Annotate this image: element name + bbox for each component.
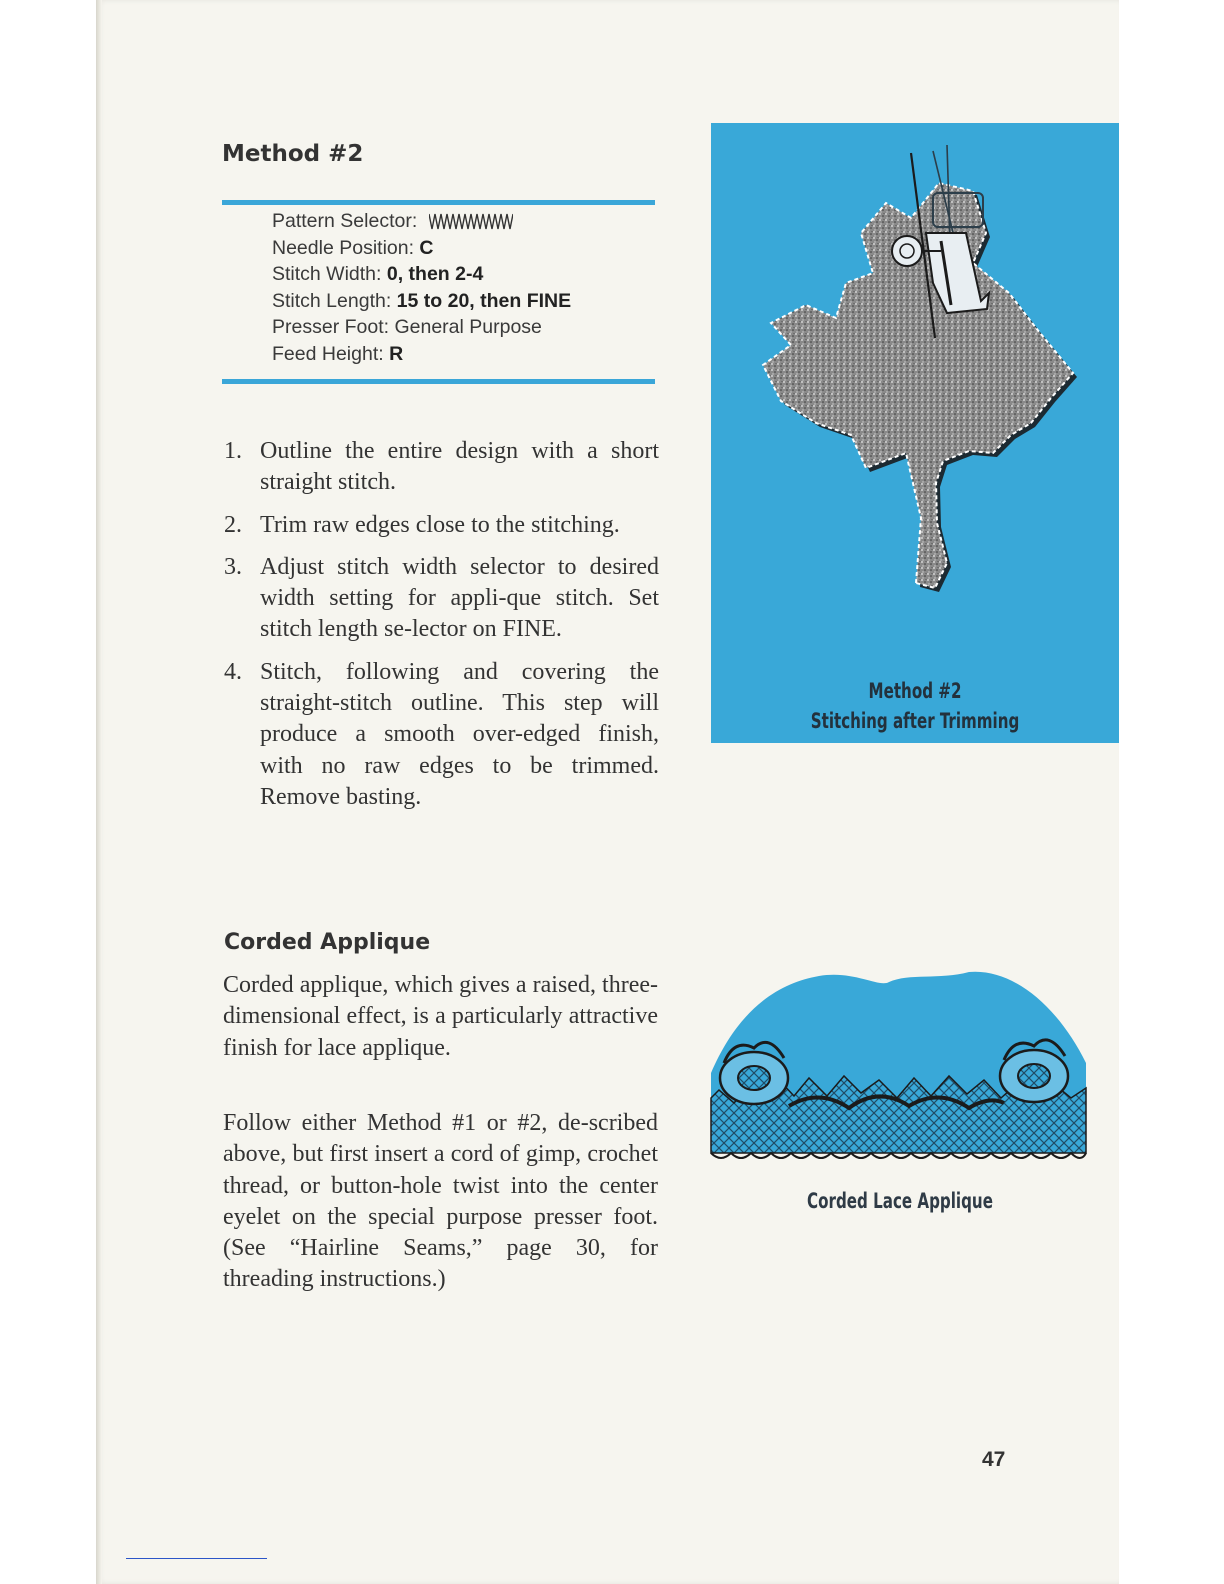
step-item: 2. Trim raw edges close to the stitching.	[224, 511, 620, 538]
corded-lace-illustration	[709, 968, 1091, 1168]
step-item: 4. Stitch, following and covering the straight-stitch outline. This step will produce a smooth over-edged finish, with no raw edges to be trimmed. Remove basting.	[224, 658, 659, 810]
settings-bottom-rule	[222, 379, 655, 384]
setting-presser-foot: Presser Foot: General Purpose	[272, 316, 542, 339]
step-item: 1. Outline the entire design with a short straight stitch.	[224, 438, 659, 496]
foot-screw-icon	[892, 236, 922, 266]
page-number: 47	[982, 1448, 1006, 1471]
corded-method-paragraph: Follow either Method #1 or #2, de-scribed above, but first insert a cord of gimp, crochet thread, or button-hole twist into the center eyelet on the special purpose presser foot. (See “Hairline Seams,” page 30, for threading instructions.)	[223, 1110, 658, 1293]
method-2-heading: Method #2	[222, 141, 364, 167]
footer-rule	[126, 1558, 267, 1559]
figure-method-2-caption-line1: Method #2	[868, 679, 962, 703]
setting-stitch-width: Stitch Width: 0, then 2-4	[272, 263, 484, 286]
leaf-applique-illustration	[711, 123, 1119, 643]
page-spine-shadow	[96, 0, 102, 1584]
figure-method-2-caption-line2: Stitching after Trimming	[810, 709, 1020, 733]
settings-box	[272, 208, 571, 368]
figure-corded-lace	[709, 968, 1091, 1168]
setting-needle-position: Needle Position: C	[272, 236, 434, 259]
step-item: 3. Adjust stitch width selector to desired width setting for appli-que stitch. Set stitch length se-lector on FINE.	[224, 553, 659, 643]
zigzag-stitch-icon	[429, 212, 513, 232]
figure-method-2	[711, 123, 1119, 743]
figure-corded-lace-caption: Corded Lace Applique	[807, 1189, 993, 1213]
settings-top-rule	[222, 200, 655, 205]
setting-feed-height: Feed Height: R	[272, 342, 404, 365]
corded-applique-heading: Corded Applique	[224, 930, 431, 955]
method-2-steps	[222, 436, 659, 824]
lace-flower-left-icon	[720, 1042, 788, 1104]
figure-method-2-caption	[752, 676, 1078, 736]
setting-pattern-selector: Pattern Selector:	[272, 208, 571, 235]
setting-stitch-length: Stitch Length: 15 to 20, then FINE	[272, 289, 572, 312]
corded-intro-paragraph: Corded applique, which gives a raised, three-dimensional effect, is a particularly attractive finish for lace applique.	[223, 972, 658, 1061]
